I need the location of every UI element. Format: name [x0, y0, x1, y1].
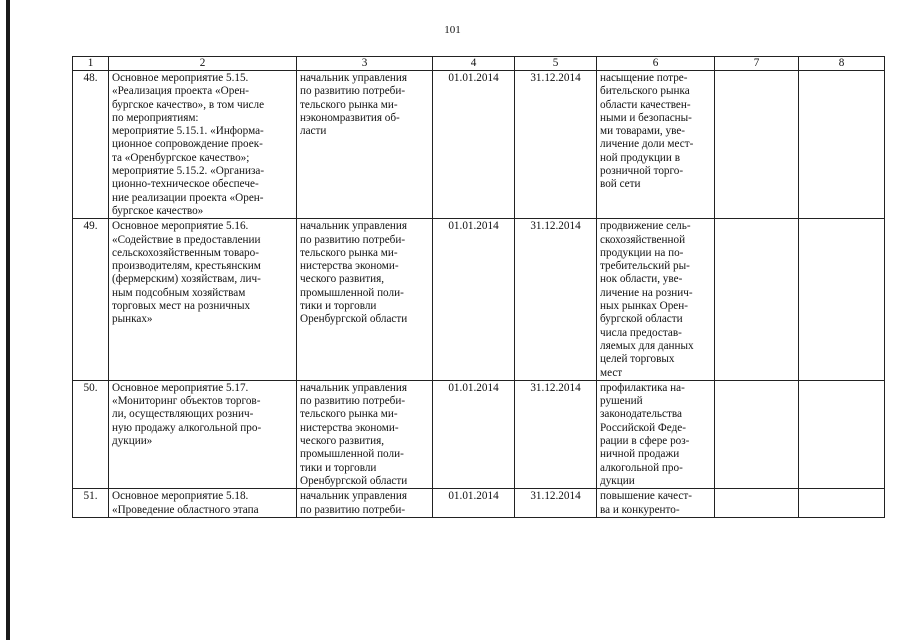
col-header-8: 8	[799, 57, 885, 71]
activities-table	[72, 56, 885, 518]
start-date-cell: 01.01.2014	[433, 219, 515, 381]
activity-cell: Основное мероприятие 5.17. «Мониторинг объектов торгов- ли, осуществляющих рознич- ную продажу алкогольной про- дукции»	[109, 380, 297, 488]
col-header-3: 3	[297, 57, 433, 71]
result-cell: насыщение потре- бительского рынка области качествен- ными и безопасны- ми товарами, уве- личение доли мест- ной продукции в розничной торго- вой сети	[597, 71, 715, 219]
col-header-5: 5	[515, 57, 597, 71]
table-row	[73, 71, 885, 219]
start-date-cell: 01.01.2014	[433, 71, 515, 219]
table-row	[73, 489, 885, 518]
col-header-6: 6	[597, 57, 715, 71]
col7-cell	[715, 489, 799, 518]
end-date-cell: 31.12.2014	[515, 219, 597, 381]
responsible-cell: начальник управления по развитию потреби- тельского рынка ми- нэкономразвития об- ласти	[297, 71, 433, 219]
col7-cell	[715, 71, 799, 219]
col8-cell	[799, 71, 885, 219]
result-cell: продвижение сель- скохозяйственной продукции на по- требительский ры- нок области, уве- личение на рознич- ных рынках Орен- бургской области числа предостав- ляемых для данных целей торговых мест	[597, 219, 715, 381]
activity-cell: Основное мероприятие 5.16. «Содействие в предоставлении сельскохозяйственным товаро- производителям, крестьянским (фермерским) хозяйствам, лич- ным подсобным хозяйствам торговых мест на розничных рынках»	[109, 219, 297, 381]
col8-cell	[799, 219, 885, 381]
row-number: 48.	[73, 71, 109, 219]
table-row	[73, 380, 885, 488]
start-date-cell: 01.01.2014	[433, 380, 515, 488]
page-number: 101	[444, 24, 461, 36]
col-header-4: 4	[433, 57, 515, 71]
header-row	[73, 57, 885, 71]
start-date-cell: 01.01.2014	[433, 489, 515, 518]
responsible-cell: начальник управления по развитию потреби- тельского рынка ми- нистерства экономи- ческого развития, промышленной поли- тики и торговли Оренбургской области	[297, 219, 433, 381]
col-header-1: 1	[73, 57, 109, 71]
col8-cell	[799, 380, 885, 488]
responsible-cell: начальник управления по развитию потреби- тельского рынка ми- нистерства экономи- ческого развития, промышленной поли- тики и торговли Оренбургской области	[297, 380, 433, 488]
table-row	[73, 219, 885, 381]
responsible-cell: начальник управления по развитию потреби-	[297, 489, 433, 518]
row-number: 49.	[73, 219, 109, 381]
row-number: 51.	[73, 489, 109, 518]
result-cell: профилактика на- рушений законодательства Российской Феде- рации в сфере роз- ничной продажи алкогольной про- дукции	[597, 380, 715, 488]
end-date-cell: 31.12.2014	[515, 380, 597, 488]
col7-cell	[715, 219, 799, 381]
end-date-cell: 31.12.2014	[515, 489, 597, 518]
col-header-7: 7	[715, 57, 799, 71]
result-cell: повышение качест- ва и конкуренто-	[597, 489, 715, 518]
activity-cell: Основное мероприятие 5.18. «Проведение областного этапа	[109, 489, 297, 518]
row-number: 50.	[73, 380, 109, 488]
activity-cell: Основное мероприятие 5.15. «Реализация проекта «Орен- бургское качество», в том числе по мероприятиям: мероприятие 5.15.1. «Информа- ционное сопровождение проек- та «Оренбургское качество»; мероприятие 5.15.2. «Организа- ционно-техническое обеспече- ние реализации проекта «Орен- бургское качество»	[109, 71, 297, 219]
col8-cell	[799, 489, 885, 518]
end-date-cell: 31.12.2014	[515, 71, 597, 219]
col-header-2: 2	[109, 57, 297, 71]
col7-cell	[715, 380, 799, 488]
